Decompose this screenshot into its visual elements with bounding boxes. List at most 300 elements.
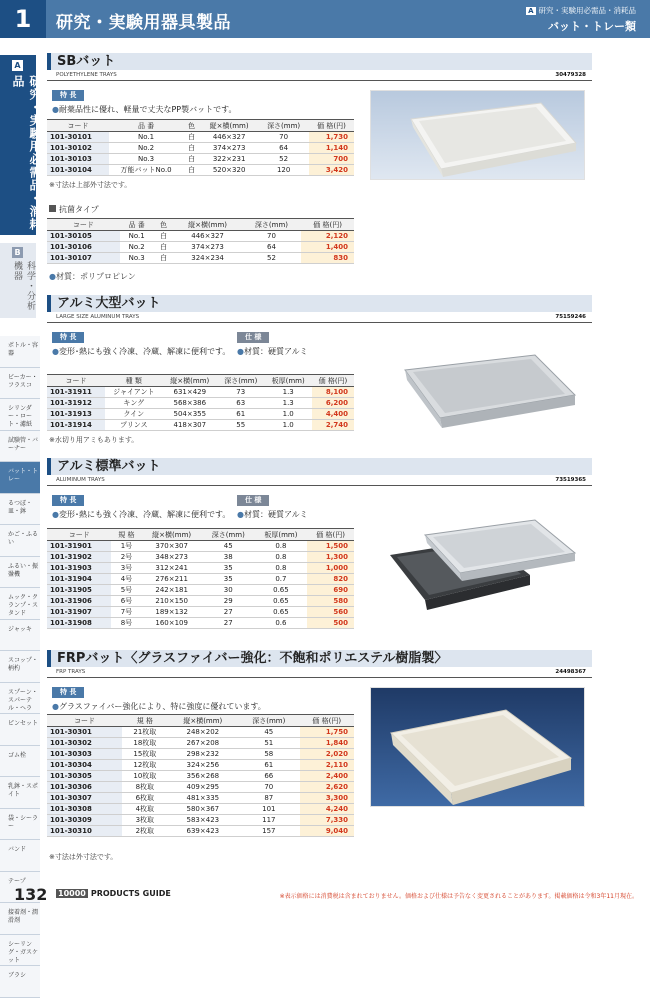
product-code: 101-30306 (47, 782, 122, 793)
section-subtitle (47, 667, 592, 678)
spec-text: ●材質：硬質アルミ (237, 510, 308, 519)
product-code: 101-31902 (47, 552, 111, 563)
price-cell: 6,200 (312, 398, 354, 409)
table-cell: No.3 (109, 154, 183, 165)
section-title: FRPバット〈グラスファイバー強化：不飽和ポリエステル樹脂製〉 (47, 650, 592, 667)
sidebar-section-b[interactable] (0, 243, 36, 318)
table-cell: 61 (238, 760, 299, 771)
table-row (47, 793, 354, 804)
price-cell: 830 (301, 253, 354, 264)
table-cell: 2枚取 (122, 826, 167, 837)
sidebar-tab[interactable]: かご・ふるい (0, 525, 40, 557)
table-cell: 298×232 (168, 749, 239, 760)
stacked-aluminum-trays-image (385, 515, 585, 615)
frp-photo (370, 687, 585, 807)
product-code: 101-31911 (47, 387, 105, 398)
sb-note: ※寸法は上部外寸法です。 (49, 181, 132, 189)
price-cell: 2,110 (300, 760, 355, 771)
table-row (47, 771, 354, 782)
table-row (47, 749, 354, 760)
table-row (47, 596, 354, 607)
section-title: SBバット (47, 53, 592, 70)
sb-tray-photo (370, 90, 585, 180)
sidebar-tab[interactable]: ムック・クランプ・スタンド (0, 588, 40, 620)
table-row (47, 143, 354, 154)
product-code: 101-30301 (47, 727, 122, 738)
spec-badge: 仕 様 (237, 332, 269, 343)
table-cell: 白 (154, 253, 174, 264)
table-cell: 12枚取 (122, 760, 167, 771)
product-code: 101-30308 (47, 804, 122, 815)
table-row (47, 826, 354, 837)
sidebar-tab[interactable]: 袋・シーラー (0, 809, 40, 841)
table-cell: 481×335 (168, 793, 239, 804)
table-cell: 189×132 (141, 607, 202, 618)
table-cell: 73 (217, 387, 264, 398)
alu-std-table (47, 528, 354, 629)
price-cell: 1,500 (307, 541, 354, 552)
feature-label: 変形･熱にも強く冷凍、冷蔵、解凍に便利です。 (58, 510, 231, 519)
column-header: 規 格 (111, 529, 141, 541)
spec-label: 材質：硬質アルミ (243, 347, 308, 356)
table-header-row (47, 120, 354, 132)
column-header: 品 番 (120, 219, 154, 231)
table-row (47, 574, 354, 585)
guide-count: 10000 (58, 889, 86, 898)
table-cell: 374×273 (200, 143, 258, 154)
table-cell: 580×367 (168, 804, 239, 815)
sidebar-tab[interactable]: ジャッキ (0, 620, 40, 652)
sidebar-tab[interactable]: バンド (0, 840, 40, 872)
category-label: 研究・実験用必需品・消耗品 (538, 6, 636, 15)
product-code: 101-30107 (47, 253, 120, 264)
sidebar-tab[interactable]: ボトル・容器 (0, 336, 40, 368)
table-cell: 27 (202, 618, 255, 629)
section-code: 73519365 (555, 477, 586, 483)
table-row (47, 563, 354, 574)
top-header-bar (0, 0, 650, 38)
table-cell: 0.6 (255, 618, 308, 629)
price-cell: 8,100 (312, 387, 354, 398)
table-row (47, 541, 354, 552)
column-header: 品 番 (109, 120, 183, 132)
product-code: 101-30105 (47, 231, 120, 242)
table-cell: 0.65 (255, 585, 308, 596)
sidebar-section-a[interactable] (0, 55, 42, 235)
price-cell: 1,730 (309, 132, 354, 143)
table-row (47, 398, 354, 409)
table-cell: 322×231 (200, 154, 258, 165)
sidebar-tab[interactable]: スコップ・柄杓 (0, 651, 40, 683)
table-row (47, 552, 354, 563)
table-cell: 63 (217, 398, 264, 409)
product-code: 101-30302 (47, 738, 122, 749)
table-row (47, 242, 354, 253)
product-code: 101-30304 (47, 760, 122, 771)
sb-antibacterial-table (47, 218, 354, 264)
table-cell: 356×268 (168, 771, 239, 782)
table-cell: No.1 (120, 231, 154, 242)
table-cell: 210×150 (141, 596, 202, 607)
column-header: 価 格(円) (300, 715, 355, 727)
price-disclaimer: ※表示価格には消費税は含まれておりません。価格および仕様は予告なく変更されることがあります。掲載価格は令和3年11月現在。 (279, 893, 638, 900)
feature-badge: 特 長 (52, 90, 84, 101)
product-code: 101-30303 (47, 749, 122, 760)
price-cell: 1,750 (300, 727, 355, 738)
table-cell: 61 (217, 409, 264, 420)
product-code: 101-31908 (47, 618, 111, 629)
spec-badge: 仕 様 (237, 495, 269, 506)
price-cell: 7,330 (300, 815, 355, 826)
product-code: 101-30106 (47, 242, 120, 253)
table-cell: 70 (242, 231, 301, 242)
sidebar-tab[interactable]: スプーン・スパーテル・ヘラ (0, 683, 40, 715)
table-cell: 70 (238, 782, 299, 793)
table-cell: 267×208 (168, 738, 239, 749)
price-cell: 820 (307, 574, 354, 585)
sb-material: ●材質：ポリプロピレン (49, 272, 136, 281)
table-cell: 1.0 (264, 409, 311, 420)
table-header-row (47, 219, 354, 231)
table-row (47, 253, 354, 264)
sidebar-tab[interactable]: 乳鉢・スポイト (0, 777, 40, 809)
table-cell: 6枚取 (122, 793, 167, 804)
table-cell: 8枚取 (122, 782, 167, 793)
table-cell: 5号 (111, 585, 141, 596)
sidebar-tab[interactable]: ブラシ (0, 966, 40, 998)
price-cell: 560 (307, 607, 354, 618)
table-cell: キング (105, 398, 162, 409)
table-cell: No.1 (109, 132, 183, 143)
table-row (47, 815, 354, 826)
product-code: 101-30307 (47, 793, 122, 804)
table-cell: 白 (183, 132, 200, 143)
table-cell: 52 (258, 154, 309, 165)
table-cell: 248×202 (168, 727, 239, 738)
price-cell: 1,300 (307, 552, 354, 563)
section-b-letter: B (12, 247, 23, 258)
table-cell: 3号 (111, 563, 141, 574)
product-code: 101-31906 (47, 596, 111, 607)
table-cell: 370×307 (141, 541, 202, 552)
table-cell: 504×355 (163, 409, 218, 420)
column-header: 色 (183, 120, 200, 132)
table-cell: 白 (183, 154, 200, 165)
material-label: 材質：ポリプロピレン (55, 272, 136, 281)
table-cell: 583×423 (168, 815, 239, 826)
section-code: 24498367 (555, 669, 586, 675)
sidebar-tab[interactable]: テープ (0, 872, 40, 904)
white-tray-image (371, 91, 586, 181)
alu-large-table (47, 374, 354, 431)
section-subtitle-en: ALUMINUM TRAYS (56, 477, 105, 483)
feature-text: ●変形･熱にも強く冷凍、冷蔵、解凍に便利です。 (52, 510, 231, 519)
product-code: 101-31913 (47, 409, 105, 420)
table-header-row (47, 375, 354, 387)
feature-label: 変形･熱にも強く冷凍、冷蔵、解凍に便利です。 (58, 347, 231, 356)
price-cell: 3,300 (300, 793, 355, 804)
sidebar-tab[interactable]: ふるい・振盪機 (0, 557, 40, 589)
products-guide-label (56, 889, 171, 898)
table-cell: 52 (242, 253, 301, 264)
column-header: コード (47, 715, 122, 727)
antibacterial-label: 抗菌タイプ (59, 205, 99, 214)
table-cell: 10枚取 (122, 771, 167, 782)
price-cell: 1,140 (309, 143, 354, 154)
table-cell: No.2 (109, 143, 183, 154)
sidebar-tab[interactable]: シリンダー・ロート・濾紙 (0, 399, 40, 431)
product-code: 101-31907 (47, 607, 111, 618)
price-cell: 2,020 (300, 749, 355, 760)
column-header: コード (47, 375, 105, 387)
table-cell: 1号 (111, 541, 141, 552)
table-cell: 242×181 (141, 585, 202, 596)
column-header: 色 (154, 219, 174, 231)
table-cell: 白 (183, 165, 200, 176)
chapter-title: 研究・実験用器具製品 (56, 13, 231, 33)
column-header: 板厚(mm) (264, 375, 311, 387)
feature-text: ●変形･熱にも強く冷凍、冷蔵、解凍に便利です。 (52, 347, 231, 356)
feature-badge: 特 長 (52, 495, 84, 506)
column-header: 深さ(mm) (202, 529, 255, 541)
table-cell: プリンス (105, 420, 162, 431)
table-cell: 1.3 (264, 398, 311, 409)
table-cell: 409×295 (168, 782, 239, 793)
table-row (47, 420, 354, 431)
product-code: 101-30102 (47, 143, 109, 154)
table-cell: 白 (154, 242, 174, 253)
table-header-row (47, 715, 354, 727)
price-cell: 4,240 (300, 804, 355, 815)
column-header: コード (47, 219, 120, 231)
product-code: 101-30104 (47, 165, 109, 176)
product-code: 101-30309 (47, 815, 122, 826)
spec-label: 材質：硬質アルミ (243, 510, 308, 519)
section-title: アルミ標準バット (47, 458, 592, 475)
table-header-row (47, 529, 354, 541)
table-row (47, 231, 354, 242)
product-code: 101-30101 (47, 132, 109, 143)
table-row (47, 804, 354, 815)
table-cell: 1.0 (264, 420, 311, 431)
sidebar-tab[interactable]: バット・トレー (0, 462, 40, 494)
price-cell: 9,040 (300, 826, 355, 837)
section-subtitle-en: FRP TRAYS (56, 669, 86, 675)
sidebar-tab[interactable]: 接着剤・潤滑剤 (0, 903, 40, 935)
price-cell: 2,620 (300, 782, 355, 793)
table-cell: 55 (217, 420, 264, 431)
table-cell: 6号 (111, 596, 141, 607)
sidebar-tab[interactable]: ゴム栓 (0, 746, 40, 778)
price-cell: 690 (307, 585, 354, 596)
table-cell: 1.3 (264, 387, 311, 398)
table-cell: 160×109 (141, 618, 202, 629)
product-code: 101-31905 (47, 585, 111, 596)
sidebar-tab[interactable]: ピンセット (0, 714, 40, 746)
sidebar-tab[interactable]: ビーカー・フラスコ (0, 368, 40, 400)
product-code: 101-30310 (47, 826, 122, 837)
column-header: 縦×横(mm) (163, 375, 218, 387)
alu-large-note: ※水切り用アミもあります。 (49, 436, 139, 444)
table-cell: ジャイアント (105, 387, 162, 398)
column-header: 深さ(mm) (242, 219, 301, 231)
table-cell: 45 (238, 727, 299, 738)
table-cell: クイン (105, 409, 162, 420)
table-row (47, 154, 354, 165)
column-header: 深さ(mm) (217, 375, 264, 387)
sidebar-tab[interactable]: るつぼ・皿・鉢 (0, 494, 40, 526)
section-subtitle-en: POLYETHYLENE TRAYS (56, 72, 117, 78)
column-header: 価 格(円) (301, 219, 354, 231)
table-cell: 8号 (111, 618, 141, 629)
table-cell: 631×429 (163, 387, 218, 398)
table-cell: 0.8 (255, 563, 308, 574)
column-header: 縦×横(mm) (141, 529, 202, 541)
table-cell: 白 (154, 231, 174, 242)
price-cell: 2,740 (312, 420, 354, 431)
section-subtitle (47, 312, 592, 323)
table-cell: 58 (238, 749, 299, 760)
table-row (47, 760, 354, 771)
category-breadcrumb (526, 5, 636, 34)
section-subtitle (47, 475, 592, 486)
table-cell: No.3 (120, 253, 154, 264)
table-cell: 15枚取 (122, 749, 167, 760)
table-cell: 35 (202, 563, 255, 574)
page-number: 132 (14, 885, 48, 904)
table-cell: 38 (202, 552, 255, 563)
section-subtitle (47, 70, 592, 81)
table-cell: 66 (238, 771, 299, 782)
table-cell: 639×423 (168, 826, 239, 837)
price-cell: 3,420 (309, 165, 354, 176)
section-code: 75159246 (555, 314, 586, 320)
table-cell: 418×307 (163, 420, 218, 431)
table-row (47, 585, 354, 596)
table-cell: 374×273 (173, 242, 241, 253)
table-cell: 0.65 (255, 607, 308, 618)
column-header: 規 格 (122, 715, 167, 727)
table-cell: 4号 (111, 574, 141, 585)
table-cell: 18枚取 (122, 738, 167, 749)
table-cell: 4枚取 (122, 804, 167, 815)
table-row (47, 607, 354, 618)
product-code: 101-30305 (47, 771, 122, 782)
table-cell: 3枚取 (122, 815, 167, 826)
price-cell: 4,400 (312, 409, 354, 420)
feature-badge: 特 長 (52, 687, 84, 698)
column-header: 深さ(mm) (258, 120, 309, 132)
section-title: アルミ大型バット (47, 295, 592, 312)
column-header: コード (47, 120, 109, 132)
table-cell: 2号 (111, 552, 141, 563)
table-row (47, 727, 354, 738)
table-cell: 0.8 (255, 552, 308, 563)
column-header: 板厚(mm) (255, 529, 308, 541)
sidebar-tab[interactable]: 試験管・バーナー (0, 431, 40, 463)
section-b-label: 科学・分析機器 (12, 261, 35, 311)
table-row (47, 387, 354, 398)
table-row (47, 738, 354, 749)
feature-label: グラスファイバー強化により、特に強度に優れています。 (58, 702, 266, 711)
sidebar-tab[interactable]: シーリング・ガスケット (0, 935, 40, 967)
price-cell: 580 (307, 596, 354, 607)
table-row (47, 618, 354, 629)
table-cell: 29 (202, 596, 255, 607)
price-cell: 1,840 (300, 738, 355, 749)
price-cell: 700 (309, 154, 354, 165)
table-cell: 27 (202, 607, 255, 618)
table-cell: 51 (238, 738, 299, 749)
column-header: 種 類 (105, 375, 162, 387)
table-cell: 312×241 (141, 563, 202, 574)
chapter-number: 1 (0, 0, 46, 38)
alu-std-photo (385, 515, 585, 615)
table-cell: 7号 (111, 607, 141, 618)
sb-table (47, 119, 354, 176)
section-subtitle-en: LARGE SIZE ALUMINUM TRAYS (56, 314, 140, 320)
price-cell: 500 (307, 618, 354, 629)
feature-label: 耐薬品性に優れ、軽量で丈夫なPP製バットです。 (58, 105, 237, 114)
column-header: 深さ(mm) (238, 715, 299, 727)
table-cell: 64 (242, 242, 301, 253)
product-code: 101-31904 (47, 574, 111, 585)
table-cell: 120 (258, 165, 309, 176)
product-code: 101-31903 (47, 563, 111, 574)
table-cell: 30 (202, 585, 255, 596)
column-header: 縦×横(mm) (173, 219, 241, 231)
product-code: 101-30103 (47, 154, 109, 165)
table-cell: 白 (183, 143, 200, 154)
table-cell: 117 (238, 815, 299, 826)
price-cell: 1,000 (307, 563, 354, 574)
product-code: 101-31901 (47, 541, 111, 552)
table-cell: 万能バットNo.0 (109, 165, 183, 176)
price-cell: 1,400 (301, 242, 354, 253)
table-cell: 21枚取 (122, 727, 167, 738)
antibacterial-heading (49, 204, 99, 215)
table-cell: 568×386 (163, 398, 218, 409)
product-code: 101-31912 (47, 398, 105, 409)
table-row (47, 782, 354, 793)
table-cell: 87 (238, 793, 299, 804)
table-cell: 446×327 (200, 132, 258, 143)
table-cell: 324×234 (173, 253, 241, 264)
alu-large-photo (385, 350, 585, 430)
frp-tray-image (371, 688, 586, 808)
column-header: 価 格(円) (312, 375, 354, 387)
table-row (47, 132, 354, 143)
table-row (47, 409, 354, 420)
feature-text: ●グラスファイバー強化により、特に強度に優れています。 (52, 702, 266, 711)
section-a-label: 研究・実験用必需品・消耗品 (11, 75, 42, 231)
guide-label: PRODUCTS GUIDE (90, 889, 171, 898)
table-cell: 0.8 (255, 541, 308, 552)
table-cell: 70 (258, 132, 309, 143)
category-letter: A (528, 7, 534, 15)
price-cell: 2,400 (300, 771, 355, 782)
table-cell: 446×327 (173, 231, 241, 242)
feature-text: ●耐薬品性に優れ、軽量で丈夫なPP製バットです。 (52, 105, 237, 114)
price-cell: 2,120 (301, 231, 354, 242)
column-header: 縦×横(mm) (200, 120, 258, 132)
table-cell: 64 (258, 143, 309, 154)
table-cell: 348×273 (141, 552, 202, 563)
table-cell: 520×320 (200, 165, 258, 176)
aluminum-tray-image (385, 350, 585, 430)
frp-note: ※寸法は外寸法です。 (49, 853, 118, 861)
table-cell: 45 (202, 541, 255, 552)
